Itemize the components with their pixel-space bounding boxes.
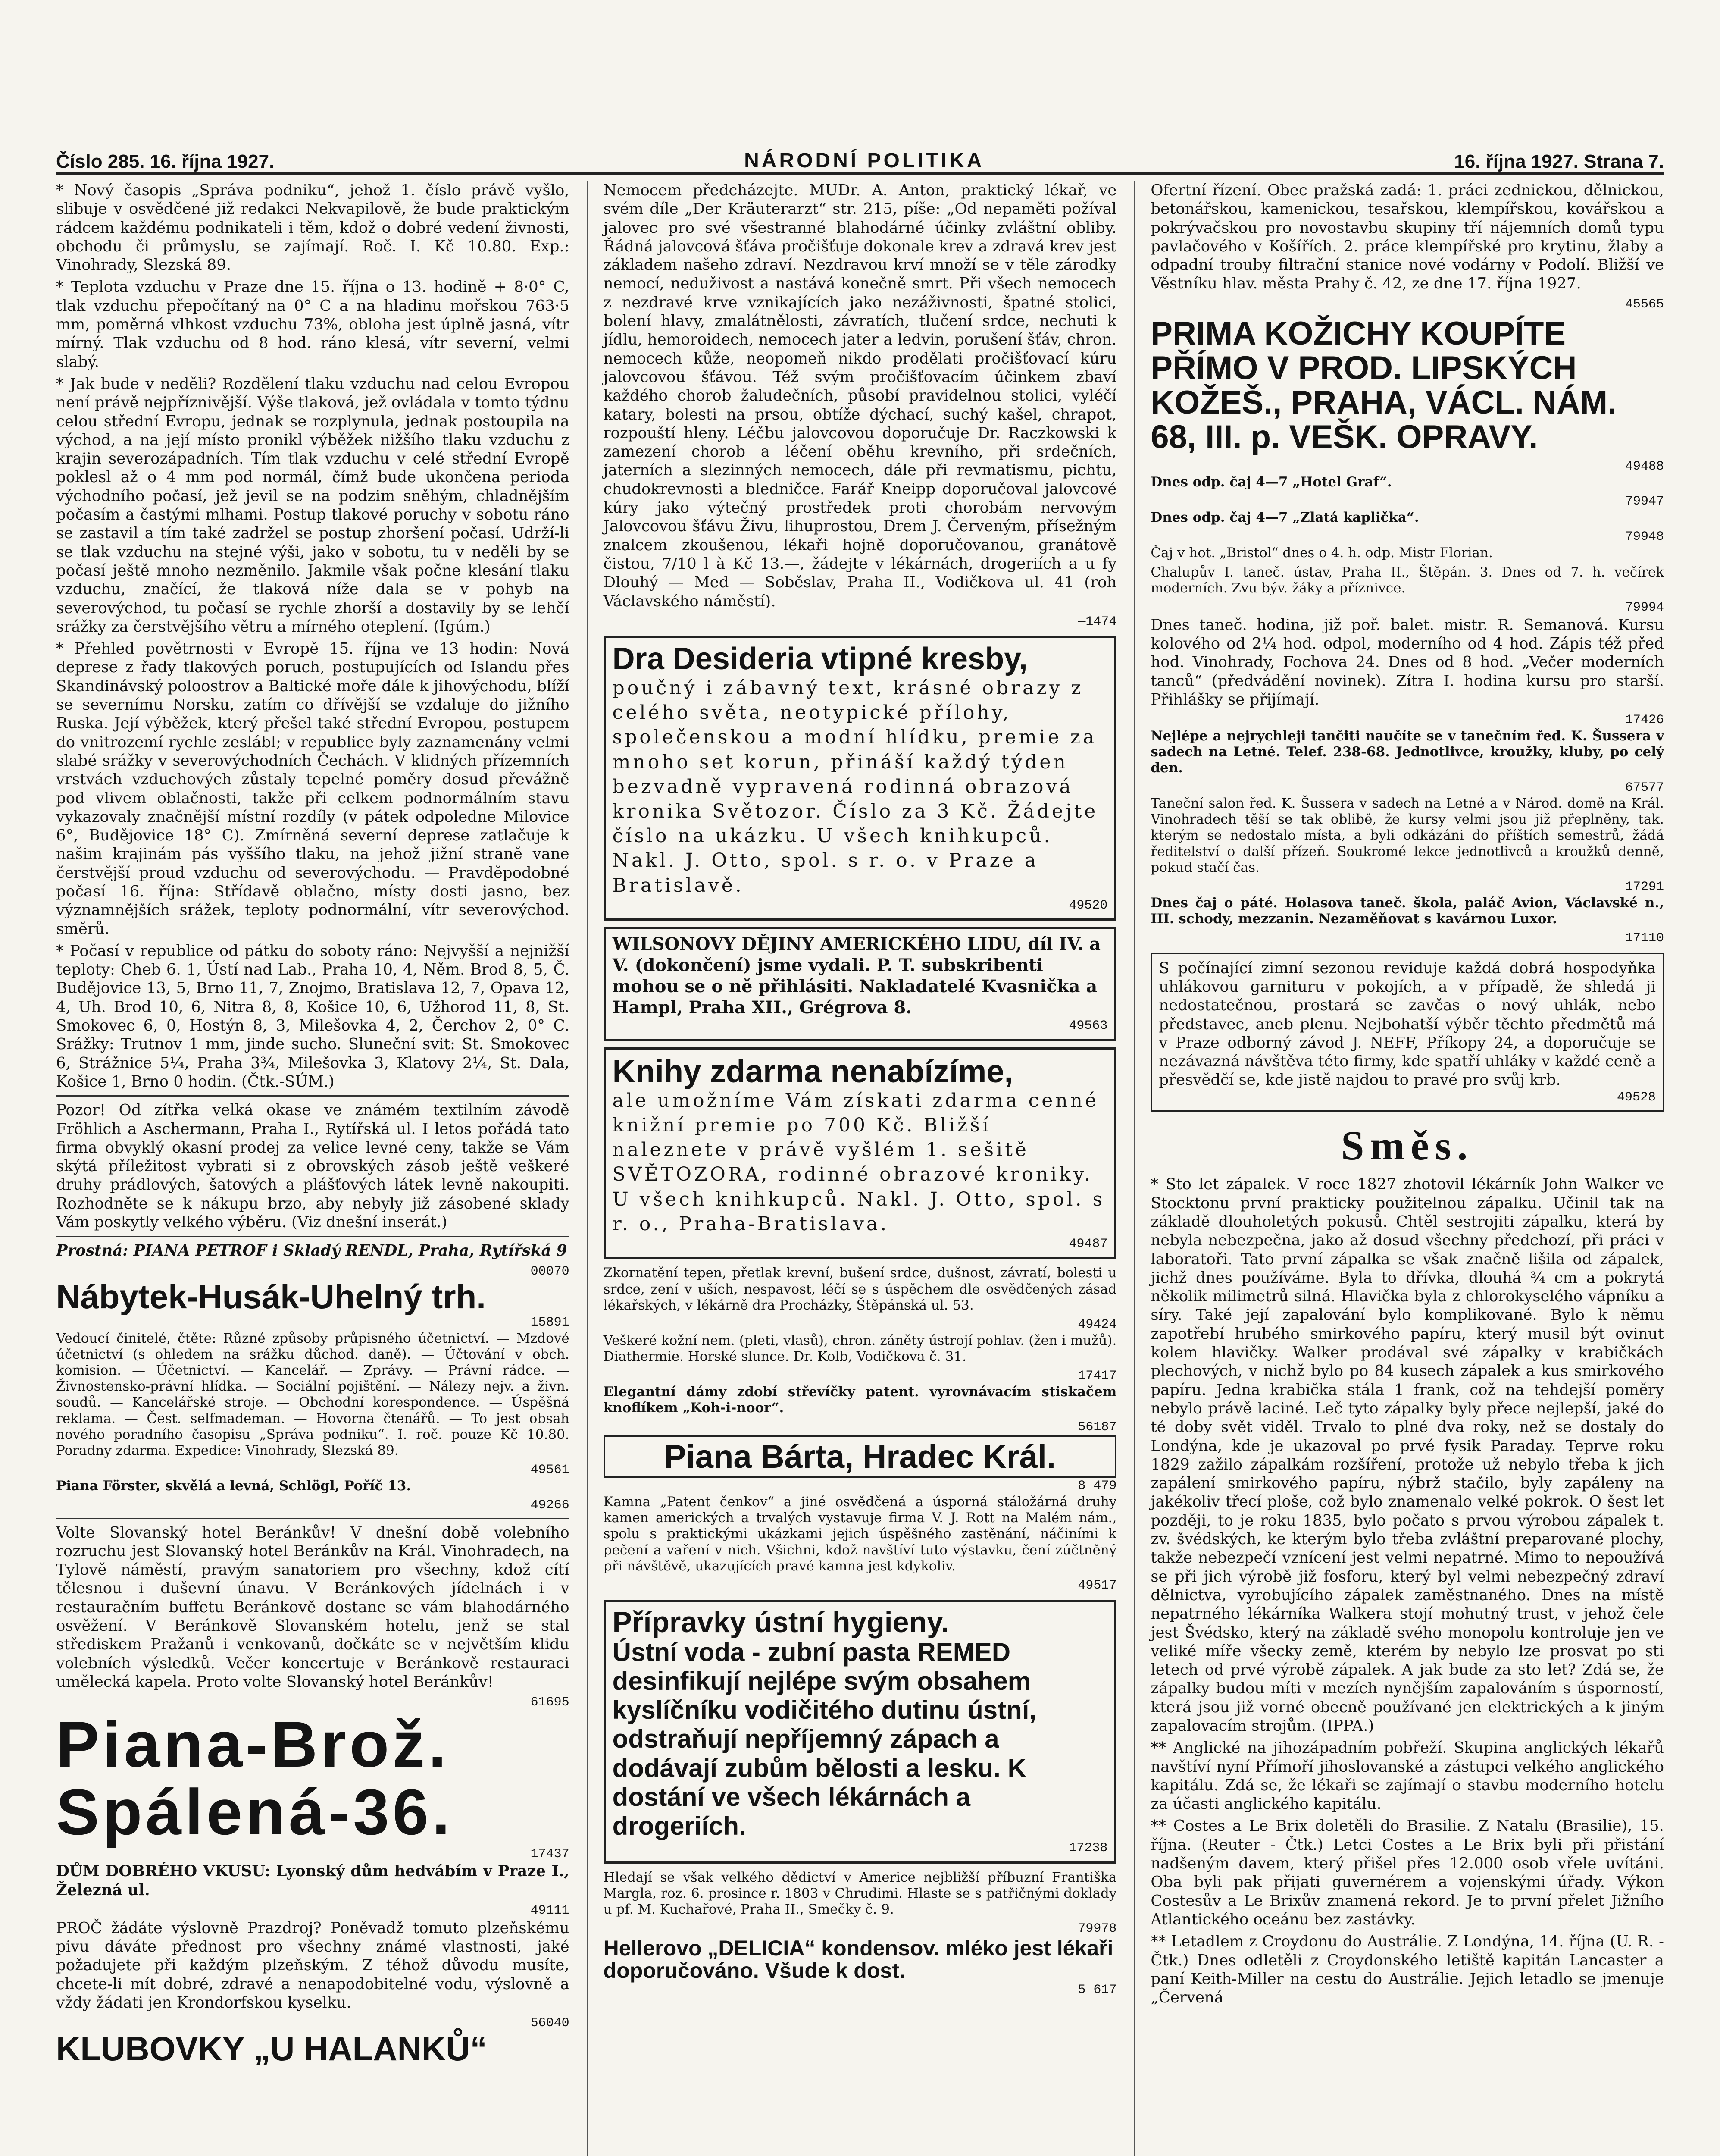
ad-sussera-1: Nejlépe a nejrychleji tančiti naučíte se v tanečním řed. K. Šussera v sadech na Letné. Telef. 238-68. Jednotlivce, kroužky, kluby, po celý den. — [1151, 728, 1664, 776]
article-ofertni-rizeni: Ofertní řízení. Obec pražská zadá: 1. práci zednickou, dělnickou, betonářskou, kamenickou, tesařskou, klempířskou, kovářskou a pokrývačskou pro novostavbu skupiny tří nájemních domů typu pavlačového v Košířích. 2. práce klempířské pro krytinu, žlaby a odpadní trouby filtrační stanice nové vodárny v Podolí. Bližší ve Věstníku hlav. města Prahy č. 42, ze dne 17. října 1927. — [1151, 182, 1664, 293]
ad-neff-text: S počínající zimní sezonou reviduje každá dobrá hospodyňka uhlákovou garnituru v pokojích, a v případě, že shledá ji nedostatečnou, prostará se zavčas o nový uhlák, nebo představec, aneb plenu. Nejbohatší výběr těchto předmětů má v Praze odborný závod J. NEFF, Příkopy 24, a doporučuje se nezávazná návštěva této firmy, kde spatří uhláky v každé ceně a přesvědčí se, kde jistě najdou to pravé pro svůj krb. — [1159, 959, 1656, 1089]
ad-graf: Dnes odp. čaj 4—7 „Hotel Graf“. — [1151, 474, 1392, 490]
ad-number: 8 479 — [1078, 1479, 1117, 1494]
ad-dedictvi: Hledají se však velkého dědictví v Americe nejbližší příbuzní Františka Margla, roz. 6. prosince r. 1803 v Chrudimi. Hlaste se s patřičnými doklady u pf. M. Kuchařové, Praha II., Smečky č. 9. — [603, 1869, 1117, 1918]
ad-number: 17238 — [1069, 1841, 1108, 1856]
article-jak-bude: * Jak bude v neděli? Rozdělení tlaku vzduchu nad celou Evropou není právě nejpříznivější. Výše tlaková, jež ovládala v tomto týdnu celou střední Evropu, jednak se rozplynula, jednak postoupila na východ, a na její místo pronikl výběžek nižšího tlaku vzduchu z krajin severozápadních. Tím tlak vzduchu v celé střední Evropě poklesl až o 4 mm pod normál, čímž bude ukončena perioda východního počasí, jež jevil se na podzim sněhým, chladnějším počasím a častými mlhami. Postup tlakové poruchy v sobotu ráno se zastavil a tím také zadržel se postup zhoršení počasí. Udrží-li se tlak vzduchu na stejné výši, jako v sobotu, tu v neděli by se počasí ještě mnoho nezměnilo. Jakmile však počne klesání tlaku vzduchu, značící, že tlaková níže dala se v pohyb na severovýchod, tu počasí se rychle zhorší a dostavily by se lehčí srážky za čerstvějšího větru a mírného oteplení. (Igúm.) — [56, 375, 569, 636]
ad-number: 49487 — [1069, 1236, 1108, 1251]
article-sprava-podniku: * Nový časopis „Správa podniku“, jehož 1. číslo právě vyšlo, slibuje v osvědčené již redakci Nekvapilově, že bude praktickým rádcem každému podnikateli i těm, kdož o dobré vedení živnosti, obchodu či průmyslu, se zajímají. Roč. I. Kč 10.80. Exp.: Vinohrady, Slezská 89. — [56, 182, 569, 274]
ad-broz-line2: Spálená-36. — [56, 1776, 453, 1849]
article-pocasi: * Počasí v republice od pátku do soboty ráno: Nejvyšší a nejnižší teploty: Cheb 6. 1, Ústí nad Lab., Praha 10, 4, Něm. Brod 8, 5, Č. Budějovice 13, 5, Brno 11, 7, Znojmo, Bratislava 12, 7, Opava 12, 4, Uh. Brod 10, 6, Nitra 8, 8, Košice 10, 6, Užhorod 11, 8, St. Smokovec 6, 0, Hostýn 8, 3, Milešovka 4, 2, Čerchov 2, 0° C. Srážky: Trutnov 1 mm, jinde sucho. Sluneční svit: St. Smokovec 6, Strážnice 5¼, Praha 3¾, Milešovka 3, Klatovy 2¼, St. Dala, Košice 1, Brno 0 hodin. (Čtk.-SÚM.) — [56, 942, 569, 1091]
ad-number: 67577 — [1625, 780, 1664, 795]
ad-bristol: Čaj v hot. „Bristol“ dnes o 4. h. odp. Mistr Florian. — [1151, 545, 1493, 561]
ad-number: 49563 — [1069, 1018, 1108, 1034]
ad-number: 61695 — [530, 1695, 569, 1710]
ad-knihy-zdarma — [604, 1047, 1117, 1259]
ad-number: 17417 — [1078, 1369, 1117, 1384]
ad-delicia: Hellerovo „DELICIA“ kondensov. mléko jest lékaři doporučováno. Všude k dost. — [603, 1936, 1113, 1983]
article-croydon: ** Letadlem z Croydonu do Austrálie. Z Londýna, 14. října (U. R. - Čtk.) Dnes odletěli z Croydonského letiště kapitán Lancaster a paní Keith-Miller na cestu do Austrálie. Jejich letadlo se jmenuje „Červená — [1151, 1933, 1664, 2007]
ad-lyonsky-dum: DŮM DOBRÉHO VKUSU: Lyonský dům hedvábím v Praze I., Železná ul. — [56, 1862, 569, 1899]
article-teplota: * Teplota vzduchu v Praze dne 15. října o 13. hodině + 8·0° C, tlak vzduchu přepočítaný na 0° C a na hladinu mořskou 763·5 mm, poměrná vlhkost vzduchu 73%, obloha jest úplně jasná, vítr mírný. Tlak vzduchu od 8 hod. ráno klesá, vítr severní, velmi slabý. — [56, 278, 569, 371]
column-2 — [587, 181, 1117, 2156]
ad-number: 56040 — [530, 2016, 569, 2031]
article-frohlich: Pozor! Od zítřka velká okase ve známém textilním závodě Fröhlich a Aschermann, Praha I., Rytířská ul. I letos pořádá tato firma obvyklý okasní prodej za velice levné ceny, takže se Vám skýtá příležitost vybrati si z obrovských zásob ještě veškeré druhy prádlových, šatových a plášťových látek levně nakoupiti. Rozhodněte se k nákupu brzo, aby nebyly již zásobené sklady Vám poskytly velkého výběru. (Viz dnešní inserát.) — [56, 1101, 569, 1232]
article-zapalky: * Sto let zápalek. V roce 1827 zhotovil lékárník John Walker ve Stocktonu první prakticky použitelnou zápalku. Učinil tak na základě dlouholetých pokusů. Chtěl sestrojiti zápalku, která by nebyla nebezpečna, jako až dosud všechny předchozí, při práci v laboratoři. Tato první zápalka se však značně lišila od zápalek, jichž dnes používáme. Byla to dřívka, dlouhá ¾ cm a pokrytá několik milimetrů silná. Hlavička byla z chlorokyselého vápníku a síry. Také její zapalování bylo komplikované. Bylo k němu zapotřebí hrubého smirkového papíru, který musil být ovinut kolem hlavičky. Walker prodával své zápalky v krabičkách plechových, v nichž bylo po 84 kusech zápalek a kus smirkového papíru. Jedna krabička stála 1 frank, což na tehdejší poměry nebylo právě laciné. Leč tyto zápalky byly přece nejlepší, jaké do té doby svět viděl. Trvalo to plné dva roky, než se dostaly do Londýna, kde je ukazoval po prvé fysik Paraday. Teprve roku 1829 zažilo zápalkám rozšíření, protože už nebylo třeba k jich zapálení smirkového papíru, nýbrž stačilo, byly zapáleny na jakékoliv třecí ploše, což bylo znamenalo velké pokrok. O šest let později, to je roku 1835, bylo počato s prvou výrobou zápalek t. zv. švédských, ke kterým bylo třeba zvláštní preparované plochy, takže nebezpečí vznícení jest velmi nepatrné. Mimo to nepoužívá se při jich výrobě již fosforu, který byl velmi nebezpečný zdraví dělnictva, vyrobujícího zápalek zaměstnaného. Dnes na místě nepatrného lékárníka Walkera stojí mohutný trust, v jehož čele jest Švédsko, který na základě svého monopolu kontroluje jen ve veliké míře všecky země, kterém by nebylo lze prosvat po sti letech od prvé výrobě zápalek. A jak bude za sto let? Zdá se, že zápalky budou míti v mezích nynějším zapalováním s úsporností, která jsou již vorné obecně používané jen elektrických a k jiným zapalovacím strojům. (IPPA.) — [1151, 1175, 1664, 1735]
article-anglicane: ** Anglické na jihozápadním pobřeží. Skupina anglických lékařů navštíví nyní Přímoří jihoslovanské a zástupci velkého anglického kapitálu. Zdá se, že lékaři se zajímají o stavbu moderního hotelu za účasti anglického kapitálu. — [1151, 1739, 1664, 1813]
ad-barta: Piana Bárta, Hradec Král. — [604, 1435, 1117, 1479]
ad-kozichy: PRIMA KOŽICHY KOUPÍTE PŘÍMO V PROD. LIPSKÝCH KOŽEŠ., PRAHA, VÁCL. NÁM. 68, III. p. VEŠK. OPRAVY. — [1151, 315, 1617, 455]
ad-number: 79948 — [1625, 530, 1664, 545]
ad-remed — [604, 1600, 1117, 1864]
ad-krondorf: PROČ žádáte výslovně Prazdroj? Poněvadž tomuto plzeňskému pivu dáváte přednost pro všechny známé vlastnosti, jaké požadujete při každým plzeňským. Z téhož důvodu musíte, chcete-li mít dobré, zdravé a nenapodobitelné vodu, výslovně a vždy žádati jen Krondorfskou kyselku. — [56, 1919, 569, 2012]
ad-number: 79947 — [1625, 494, 1664, 509]
ad-semanova: Dnes taneč. hodina, již poř. balet. mistr. R. Semanová. Kursu kolového od 2¼ hod. odpol, moderního od 4 hod. Zápis též před hod. Vinohrady, Fochova 24. Dnes od 8 hod. „Večer moderních tanců“ (předvádění novinek). Zítra I. hodina kursu pro starší. Přihlášky se přijímají. — [1151, 616, 1664, 709]
ad-number: 49266 — [530, 1498, 569, 1513]
ad-wilson-text: WILSONOVY DĚJINY AMERICKÉHO LIDU, díl IV. a V. (dokončení) jsme vydali. P. T. subskribenti mohou se o ně přihlásiti. Nakladatelé Kvasnička a Hampl, Praha XII., Grégrova 8. — [612, 934, 1101, 1018]
header-issue: Číslo 285. 16. října 1927. — [56, 151, 275, 172]
ad-neff — [1151, 953, 1664, 1112]
divider — [56, 1518, 569, 1519]
header-page: 16. října 1927. Strana 7. — [1454, 151, 1664, 172]
ad-number: 17437 — [530, 1846, 569, 1861]
ad-number: 15891 — [530, 1315, 569, 1330]
header-masthead: NÁRODNÍ POLITIKA — [744, 149, 985, 172]
ad-number: 49520 — [1069, 898, 1108, 913]
ad-kozni: Veškeré kožní nem. (pleti, vlasů), chron. záněty ústrojí pohlav. (žen i mužů). Diathermie. Horské slunce. Dr. Kolb, Vodičkova č. 31. — [603, 1332, 1117, 1364]
ad-desiderius-text: poučný i zábavný text, krásné obrazy z celého světa, neotypické přílohy, společenskou a modní hlídku, premie za mnoho set korun, přináší každý týden bezvadně vypravená rodinná obrazová kronika Světozor. Číslo za 3 Kč. Žádejte číslo na ukázku. U všech knihkupců. Nakl. J. Otto, spol. s r. o. v Praze a Bratislavě. — [612, 677, 1098, 896]
ad-number: 49111 — [530, 1903, 569, 1918]
ad-number: 00070 — [530, 1264, 569, 1279]
ad-number: 17291 — [1625, 880, 1664, 895]
divider — [56, 1236, 569, 1237]
ad-number: 56187 — [1078, 1420, 1117, 1435]
divider — [56, 1095, 569, 1097]
page-header — [56, 142, 1664, 175]
ad-remed-text: Ústní voda - zubní pasta REMED desinfikují nejlépe svým obsahem kyslíčníku vodičitého dutinu ústní, odstraňují nepříjemný zápach a dodávají zubům bělosti a lesku. K dostání ve všech lékárnách a drogeriích. — [612, 1637, 1037, 1841]
ad-chalupa: Chalupův I. taneč. ústav, Praha II., Štěpán. 3. Dnes od 7. h. večírek moderních. Zvu býv. žáky a příznivce. — [1151, 564, 1664, 596]
ad-strevicky: Elegantní dámy zdobí střevíčky patent. vyrovnávacím stiskačem knoflíkem „Koh-i-noor“. — [603, 1384, 1117, 1416]
ad-zlata-kaplicka: Dnes odp. čaj 4—7 „Zlatá kaplička“. — [1151, 509, 1419, 525]
ad-desiderius-title: Dra Desideria vtipné kresby, — [612, 642, 1028, 677]
ad-number: 49488 — [1625, 459, 1664, 474]
ad-holasova: Dnes čaj o páté. Holasova taneč. škola, paláč Avion, Václavské n., III. schody, mezzanin. Nezaměňovat s kavárnou Luxor. — [1151, 895, 1664, 927]
ad-svetozor-desiderius — [604, 636, 1117, 921]
ad-number: 79978 — [1078, 1921, 1117, 1937]
ad-knihy-title: Knihy zdarma nenabízíme, — [612, 1053, 1013, 1090]
ad-number: 49561 — [530, 1463, 569, 1478]
ad-forster: Piana Förster, skvělá a levná, Schlögl, Poříč 13. — [56, 1478, 411, 1494]
ad-number: 45565 — [1625, 297, 1664, 312]
ad-halanku: KLUBOVKY „U HALANKŮ“ — [56, 2029, 487, 2068]
ad-zkornateni: Zkornatění tepen, přetlak krevní, bušení srdce, dušnost, závratí, bolesti u srdce, zení v uších, nespavost, léčí se s úspěchem dle osvědčených zásad lékařských, v lékárně dra Procházky, Štěpánská ul. 53. — [603, 1265, 1117, 1313]
article-nemocem: Nemocem předcházejte. MUDr. A. Anton, praktický lékař, ve svém díle „Der Kräuterarzt“ str. 215, píše: „Od nepaměti požíval jalovec pro své všestranné blahodárné účinky zvláštní obliby. Řádná jalovcová šťáva pročišťuje dokonale krev a zdravá krev jest základem našeho zdraví. Nezdravou krví množí se v těle zárodky nemocí, neduživost a nastává konečně smrt. Při všech nemocech z nezdravé krve vznikajících jako nezáživnosti, špatné stolici, bolení hlavy, zmalátnělosti, závratích, tlučení srdce, nechuti k jídlu, hemoroidech, nemocech jater a ledvin, porušení šťáv, chron. nemocech kůže, neopomeň nikdo prodělati pročišťovací kúru jalovcovou šťávou. Též svým pročišťovacím účinkem zbaví každého chorob žaludečních, působí pravidelnou stolici, vyléčí katary, bolesti na prsou, obtíže dýchací, suchý kašel, chrapot, rozpouští hleny. Léčbu jalovcovou doporučuje Dr. Raczkowski k zamezení chorob a léčení oběhu krevního, při srdečních, jaterních a slezinných nemocech, dále při revmatismu, pichtu, chudokrevnosti a bledničce. Farář Kneipp doporučoval jalovcové kúry jako výtečný prostředek proti chorobám nervovým Jalovcovou šťávu Živu, lihuprostou, Drem J. Červeným, přísežným znalcem zkoušenou, lékaři hojně doporučovanou, granátově čistou, 7/10 l à Kč 13.—, žádejte v lékárnách, drogeriích a u fy Dlouhý — Med — Soběslav, Praha II., Vodičkova ul. 41 (roh Václavského náměstí). — [603, 182, 1117, 610]
column-1 — [56, 181, 569, 2156]
article-prehled: * Přehled povětrnosti v Evropě 15. října ve 13 hodin: Nová deprese z řady tlakových poruch, postupujících od Islandu přes Skandinávský poloostrov a Baltické moře dále k jihovýchodu, blíží se severnímu Norsku, zatím co dřívější se vzdaluje do jižního Ruska. Její výběžek, který přešel také střední Evropou, postupem do vnitrozemí rychle zeslábl; v republice byly zaznamenány velmi slabé srážky v severovýchodních Čechách. V klidných přízemních vrstvách vzduchových zůstaly tepelné poměry dosud převážně pod vlivem oblačnosti, takže při celkem podnormálním stavu vykazovaly značnější místní rozdíly (v pátek odpoledne Milovice 6°, Budějovice 18° C). Zmírněná severní deprese zatlačuje k našim krajinám pás vyššího tlaku, na jehož jižní straně vane čerstvější proud vzduchu od severovýchodu. — Pravděpodobné počasí 16. října: Střídavě oblačno, místy dosti jasno, bez významnějších srážek, teploty podnormální, vítr severovýchod. směrů. — [56, 640, 569, 938]
ad-sprava-podniku: Vedoucí činitelé, čtěte: Různé způsoby průpisného účetnictví. — Mzdové účetnictví (s ohledem na srážku důchod. daně). — Účtování v obch. komision. — Účetnictví. — Kancelář. — Zprávy. — Právní rádce. — Živnostensko-právní hlídka. — Sociální pojištění. — Nálezy nejv. a živn. soudů. — Kancelářské stroje. — Obchodní korespondence. — Úspěšná reklama. — Čest. selfmademan. — Hovorna čtenářů. — To jest obsah nového poradního časopisu „Správa podniku“. I. roč. pouze Kč 10.80. Poradny zdarma. Expedice: Vinohrady, Slezská 89. — [56, 1330, 569, 1459]
ad-broz-line1: Piana-Brož. — [56, 1708, 450, 1780]
ad-number: —1474 — [1078, 614, 1117, 629]
ad-husak: Nábytek-Husák-Uhelný trh. — [56, 1278, 486, 1316]
ad-number: 49424 — [1078, 1317, 1117, 1332]
ad-sussera-2: Taneční salon řed. K. Šussera v sadech na Letné a v Národ. domě na Král. Vinohradech těší se tak oblibě, že kursy velmi jsou již přeplněny, tak. kterým se nedostalo místa, a byli odkázáni do příštích semestrů, žádá ředitelství o další přízeň. Soukromé lekce jednotlivců a kroužků denně, pokud stačí čas. — [1151, 796, 1664, 875]
ad-number: 17426 — [1625, 713, 1664, 728]
article-costes: ** Costes a Le Brix doletěli do Brasilie. Z Natalu (Brasilie), 15. října. (Reuter - Čtk.) Letci Costes a Le Brix byli při přistání nadšeným davem, který přišel přes 12.000 osob vřele uvítáni. Oba byli pak přijati guvernérem a vojenskými úřady. Výkon Costesův a Le Brixův znamená rekord. Je to první přelet Jižního Atlantického oceánu bez zastávky. — [1151, 1817, 1664, 1928]
ad-number: 49528 — [1617, 1090, 1656, 1105]
column-3 — [1134, 181, 1664, 2156]
ad-beranek-hotel: Volte Slovanský hotel Beránkův! V dnešní době volebního rozruchu jest Slovanský hotel Beránkův na Král. Vinohradech, na Tylově náměstí, pravým sanatoriem pro všechny, kdož cítí tělesnou i duševní únavu. V Beránkových jídelnách i v restauračním buffetu Beránkově dostane se vám blahodárného osvěžení. V Beránkově Slovanském hotelu, jenž se stal střediskem Pražanů i venkovanů, dočkáte se v největším klidu volebních výsledků. Večer koncertuje v Beránkově restauraci umělecká kapela. Proto volte Slovanský hotel Beránkův! — [56, 1523, 569, 1691]
ad-petrof: Prostná: PIANA PETROF i Skladý RENDL, Praha, Rytířská 9 — [56, 1242, 567, 1260]
ad-number: 79994 — [1625, 600, 1664, 615]
ad-number: 5 617 — [1078, 1982, 1117, 1997]
ad-kamna: Kamna „Patent čenkov“ a jiné osvědčená a úsporná stáložárná druhy kamen amerických a trvalých vystavuje firma V. J. Rott na Malém nám., spolu s praktickými ukázkami jejich úspěšného zastěnání, náčiními k pečení a vaření v nich. Všichni, kdož navštíví tuto výstavku, čení zúčtněný při návštěvě, ukazujících pravé kamna jest kdykoliv. — [603, 1494, 1117, 1574]
ad-knihy-text: ale umožníme Vám získati zdarma cenné knižní premie po 700 Kč. Bližší naleznete v právě vyšlém 1. sešitě SVĚTOZORA, rodinné obrazové kroniky. U všech knihkupců. Nakl. J. Otto, spol. s r. o., Praha-Bratislava. — [612, 1089, 1105, 1235]
ad-wilson — [604, 927, 1117, 1041]
ad-number: 49517 — [1078, 1578, 1117, 1593]
section-heading-smes: Směs. — [1341, 1122, 1474, 1169]
columns — [56, 181, 1664, 2156]
ad-number: 17110 — [1625, 931, 1664, 946]
ad-remed-title: Přípravky ústní hygieny. — [612, 1605, 949, 1639]
